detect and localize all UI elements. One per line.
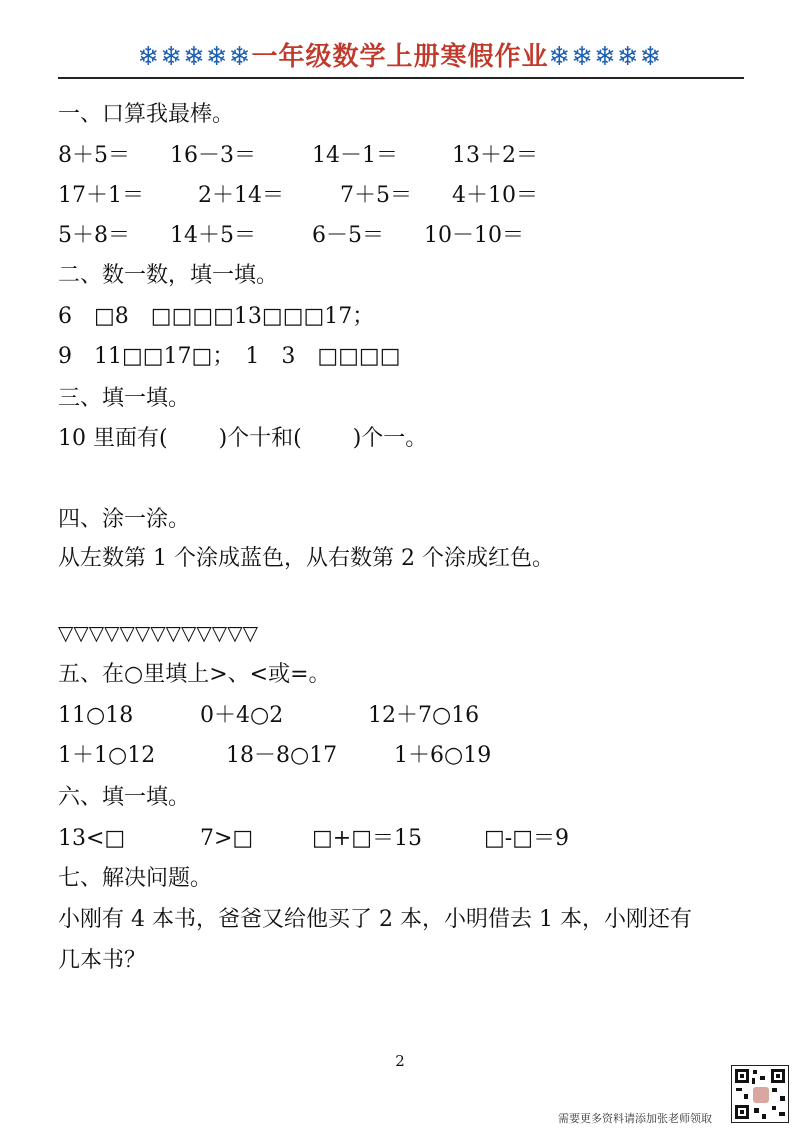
arithmetic-item: 14＋5＝: [170, 223, 256, 248]
tens-ones-question: 10 里面有( )个十和( )个一。: [58, 426, 428, 451]
fill-item: □-□＝9: [484, 826, 570, 851]
word-problem-line-1: 小刚有 4 本书，爸爸又给他买了 2 本，小明借去 1 本，小刚还有: [58, 907, 692, 932]
arithmetic-item: 10－10＝: [424, 223, 524, 248]
arithmetic-row-2: [58, 181, 758, 211]
page-title: [0, 40, 800, 74]
arithmetic-item: 6－5＝: [312, 223, 384, 248]
page-number: 2: [395, 1052, 405, 1070]
avatar: [753, 1087, 769, 1103]
section-5-heading: 五、在○里填上>、<或=。: [58, 662, 331, 687]
section-6-heading: 六、填一填。: [58, 785, 191, 810]
arithmetic-item: 17＋1＝: [58, 183, 144, 208]
arithmetic-item: 13＋2＝: [452, 143, 538, 168]
number-sequence-1: 6 □8 □□□□13□□□17；: [58, 304, 375, 329]
arithmetic-item: 16－3＝: [170, 143, 256, 168]
compare-item: 0＋4○2: [200, 703, 284, 728]
compare-row-1: [58, 701, 758, 731]
arithmetic-row-3: [58, 221, 758, 251]
section-2-heading: 二、数一数，填一填。: [58, 263, 279, 288]
snowflake-icons-right: ❄❄❄❄❄: [548, 42, 663, 72]
compare-item: 1＋1○12: [58, 743, 156, 768]
section-7-heading: 七、解决问题。: [58, 866, 213, 891]
number-sequence-2: 9 11□□17□； 1 3 □□□□: [58, 344, 401, 369]
compare-row-2: [58, 741, 758, 771]
triangle-row: ▽▽▽▽▽▽▽▽▽▽▽▽▽: [58, 621, 258, 645]
compare-item: 11○18: [58, 703, 134, 728]
fill-item: □+□＝15: [312, 826, 423, 851]
section-3-heading: 三、填一填。: [58, 386, 191, 411]
fill-item: 7>□: [200, 826, 254, 851]
arithmetic-item: 2＋14＝: [198, 183, 284, 208]
arithmetic-item: 8＋5＝: [58, 143, 130, 168]
snowflake-icons-left: ❄❄❄❄❄: [137, 42, 252, 72]
section-1-heading: 一、口算我最棒。: [58, 102, 235, 127]
arithmetic-item: 14－1＝: [312, 143, 398, 168]
section-4-heading: 四、涂一涂。: [58, 507, 191, 532]
arithmetic-item: 5＋8＝: [58, 223, 130, 248]
page-title-text: 一年级数学上册寒假作业: [251, 42, 549, 72]
header-divider: [58, 77, 744, 79]
footer-note: 需要更多资料请添加张老师领取: [558, 1112, 712, 1125]
arithmetic-item: 7＋5＝: [340, 183, 412, 208]
compare-item: 1＋6○19: [394, 743, 492, 768]
qr-code-icon: [731, 1065, 789, 1123]
arithmetic-item: 4＋10＝: [452, 183, 538, 208]
compare-item: 12＋7○16: [368, 703, 480, 728]
arithmetic-row-1: [58, 141, 758, 171]
fill-row: [58, 824, 758, 854]
coloring-instruction: 从左数第 1 个涂成蓝色，从右数第 2 个涂成红色。: [58, 546, 554, 571]
compare-item: 18－8○17: [226, 743, 338, 768]
fill-item: 13<□: [58, 826, 126, 851]
word-problem-line-2: 几本书？: [58, 948, 147, 973]
